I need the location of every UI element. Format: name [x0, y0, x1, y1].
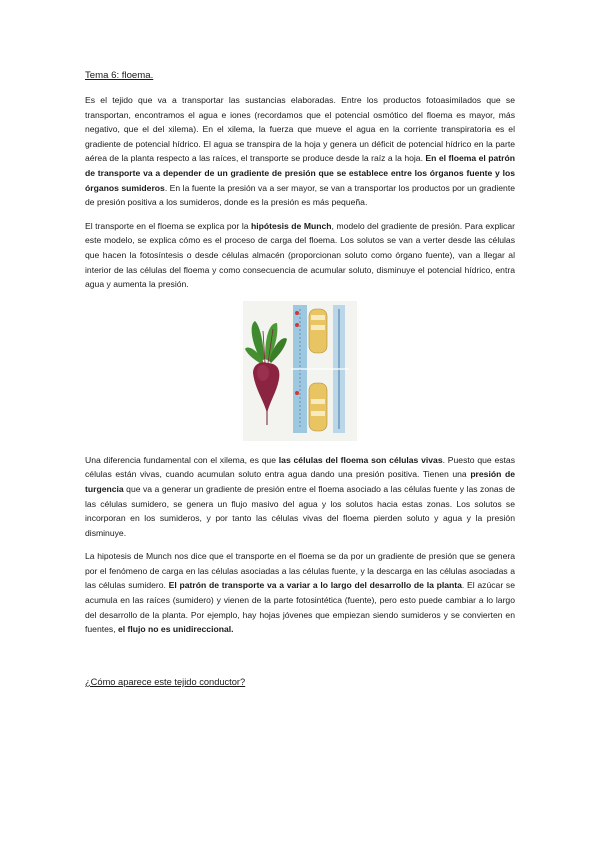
text-run: . En la fuente la presión va a ser mayor, se van a transportar los productos por un gradiente de presión positiva a los sumideros, donde es la presión es más pequeña.	[85, 182, 515, 208]
water-label-box	[311, 411, 325, 416]
sugar-dot-icon	[295, 391, 299, 395]
paragraph-4	[85, 549, 515, 637]
text-run: Es el tejido que va a transportar las sustancias elaboradas. Entre los productos fotoasimilados que se transportan, encontramos el agua e iones (recordamos que el potencial osmótico del floema es mayor, más negativo, que el del xilema). En el xilema, la fuerza que mueve el agua en la corriente transpiratoria es el gradiente de potencial hídrico. El agua se transpira de la hoja y genera un déficit de potencial hídrico en la parte aérea de la planta respecto a las raíces, el transporte se produce desde la raíz a la hoja.	[85, 95, 515, 164]
section-subheading: ¿Cómo aparece este tejido conductor?	[85, 676, 246, 687]
bold-run: El patrón de transporte va a variar a lo largo del desarrollo de la planta	[168, 580, 462, 591]
text-run: . El azúcar se acumula en las raíces (sumidero) y vienen de la parte fotosintética (fuente), pero esto puede cambiar a lo largo del desarrollo de la planta. Por ejemplo, hay hojas jóvenes que empiezan siendo sumideros y se convierten en fuentes,	[85, 580, 515, 635]
munch-diagram-figure	[85, 301, 515, 441]
text-run: La hipotesis de Munch nos dice que el transporte en el floema se da por un gradiente de presión que se genera por el fenómeno de carga en las células asociadas a las células fuente, y la descarga en las células asociadas a las células sumidero.	[85, 551, 515, 591]
sugar-label-box	[311, 315, 325, 320]
text-run: . Puesto que estas células están vivas, cuando acumulan soluto entra agua dando una presión positiva. Tienen una	[85, 454, 515, 480]
water-label-box	[311, 325, 325, 330]
page-title: Tema 6: floema.	[85, 70, 154, 81]
bold-run: las células del floema son células vivas	[278, 454, 443, 465]
paragraph-3	[85, 453, 515, 541]
sugar-dot-icon	[295, 323, 299, 327]
text-run: El transporte en el floema se explica por la	[85, 220, 252, 231]
sink-cell	[309, 383, 327, 431]
sugar-label-box	[311, 399, 325, 404]
munch-diagram	[243, 301, 357, 441]
text-run: , modelo del gradiente de presión. Para explicar este modelo, se explica cómo es el proceso de carga del floema. Los solutos se van a verter desde las células que hacen la fotosíntesis o desde células almacén (proporcionan soluto como órgano fuente), van a llegar al interior de las células del floema y como consecuencia de acumular soluto, disminuye el potencial hídrico, entra agua y aumenta la presión.	[85, 220, 515, 290]
document-body	[85, 70, 515, 687]
bold-run: el flujo no es unidireccional.	[117, 624, 234, 635]
paragraph-2	[85, 219, 515, 292]
bold-run: hipótesis de Munch	[251, 220, 332, 231]
text-run: que va a generar un gradiente de presión entre el floema asociado a las células fuente y las zonas de las células sumidero, se genera un flujo masivo del agua y los solutos hacia estas zonas. Los solutos se incorporan en los sumideros, y por tanto las células vivas del floema pierden soluto y agua y la presión disminuye.	[85, 483, 515, 538]
paragraph-1	[85, 93, 515, 210]
bold-run: En el floema el patrón de transporte va a depender de un gradiente de presión que se establece entre los órganos fuente y los órganos sumideros	[85, 153, 515, 193]
text-run: Una diferencia fundamental con el xilema, es que	[85, 454, 279, 465]
sugar-dot-icon	[295, 311, 299, 315]
bold-run: presión de turgencia	[85, 469, 515, 494]
